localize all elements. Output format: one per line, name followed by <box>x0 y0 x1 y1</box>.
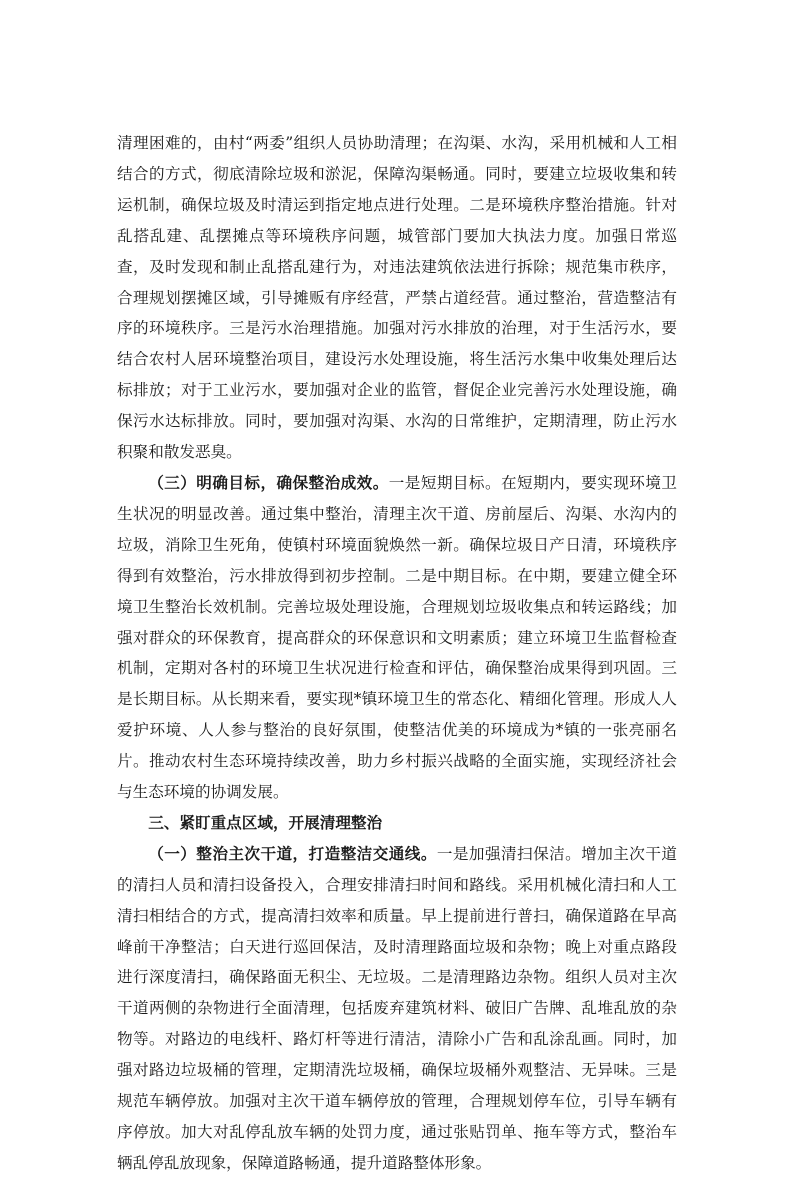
paragraph-sanitation-measures <box>117 128 677 468</box>
paragraph-text: 清理困难的，由村“两委”组织人员协助清理；在沟渠、水沟，采用机械和人工相结合的方式，彻底清除垃圾和淤泥，保障沟渠畅通。同时，要建立垃圾收集和转运机制，确保垃圾及时清运到指定地点进行处理。二是环境秩序整治措施。针对乱搭乱建、乱摆摊点等环境秩序问题，城管部门要加大执法力度。加强日常巡查，及时发现和制止乱搭乱建行为，对违法建筑依法进行拆除；规范集市秩序，合理规划摆摊区域，引导摊贩有序经营，严禁占道经营。通过整治，营造整洁有序的环境秩序。三是污水治理措施。加强对污水排放的治理，对于生活污水，要结合农村人居环境整治项目，建设污水处理设施，将生活污水集中收集处理后达标排放；对于工业污水，要加强对企业的监管，督促企业完善污水处理设施，确保污水达标排放。同时，要加强对沟渠、水沟的日常维护，定期清理，防止污水积聚和散发恶臭。 <box>117 134 677 462</box>
section-heading: （三）明确目标，确保整治成效。 <box>148 472 389 492</box>
paragraph-text: 一是加强清扫保洁。增加主次干道的清扫人员和清扫设备投入，合理安排清扫时间和路线。采用机械化清扫和人工清扫相结合的方式，提高清扫效率和质量。早上提前进行普扫，确保道路在早高峰前干净整洁；白天进行巡回保洁，及时清理路面垃圾和杂物；晚上对重点路段进行深度清扫，确保路面无积尘、无垃圾。二是清理路边杂物。组织人员对主次干道两侧的杂物进行全面清理，包括废弃建筑材料、破旧广告牌、乱堆乱放的杂物等。对路边的电线杆、路灯杆等进行清洁，清除小广告和乱涂乱画。同时，加强对路边垃圾桶的管理，定期清洗垃圾桶，确保垃圾桶外观整洁、无异味。三是规范车辆停放。加强对主次干道车辆停放的管理，合理规划停车位，引导车辆有序停放。加大对乱停乱放车辆的处罚力度，通过张贴罚单、拖车等方式，整治车辆乱停乱放现象，保障道路畅通，提升道路整体形象。 <box>117 844 677 1172</box>
paragraph-main-roads <box>117 839 677 1179</box>
chapter-heading-text: 三、紧盯重点区域，开展清理整治 <box>148 812 383 832</box>
chapter-heading-3 <box>117 808 677 839</box>
document-body <box>117 128 677 1179</box>
paragraph-text: 一是短期目标。在短期内，要实现环境卫生状况的明显改善。通过集中整治，清理主次干道、房前屋后、沟渠、水沟内的垃圾，消除卫生死角，使镇村环境面貌焕然一新。确保垃圾日产日清，环境秩序得到有效整治，污水排放得到初步控制。二是中期目标。在中期，要建立健全环境卫生整治长效机制。完善垃圾处理设施，合理规划垃圾收集点和转运路线；加强对群众的环保教育，提高群众的环保意识和文明素质；建立环境卫生监督检查机制，定期对各村的环境卫生状况进行检查和评估，确保整治成果得到巩固。三是长期目标。从长期来看，要实现*镇环境卫生的常态化、精细化管理。形成人人爱护环境、人人参与整治的良好氛围，使整洁优美的环境成为*镇的一张亮丽名片。推动农村生态环境持续改善，助力乡村振兴战略的全面实施，实现经济社会与生态环境的协调发展。 <box>117 473 677 802</box>
section-heading: （一）整治主次干道，打造整洁交通线。 <box>148 843 437 863</box>
paragraph-clear-goals <box>117 468 677 808</box>
